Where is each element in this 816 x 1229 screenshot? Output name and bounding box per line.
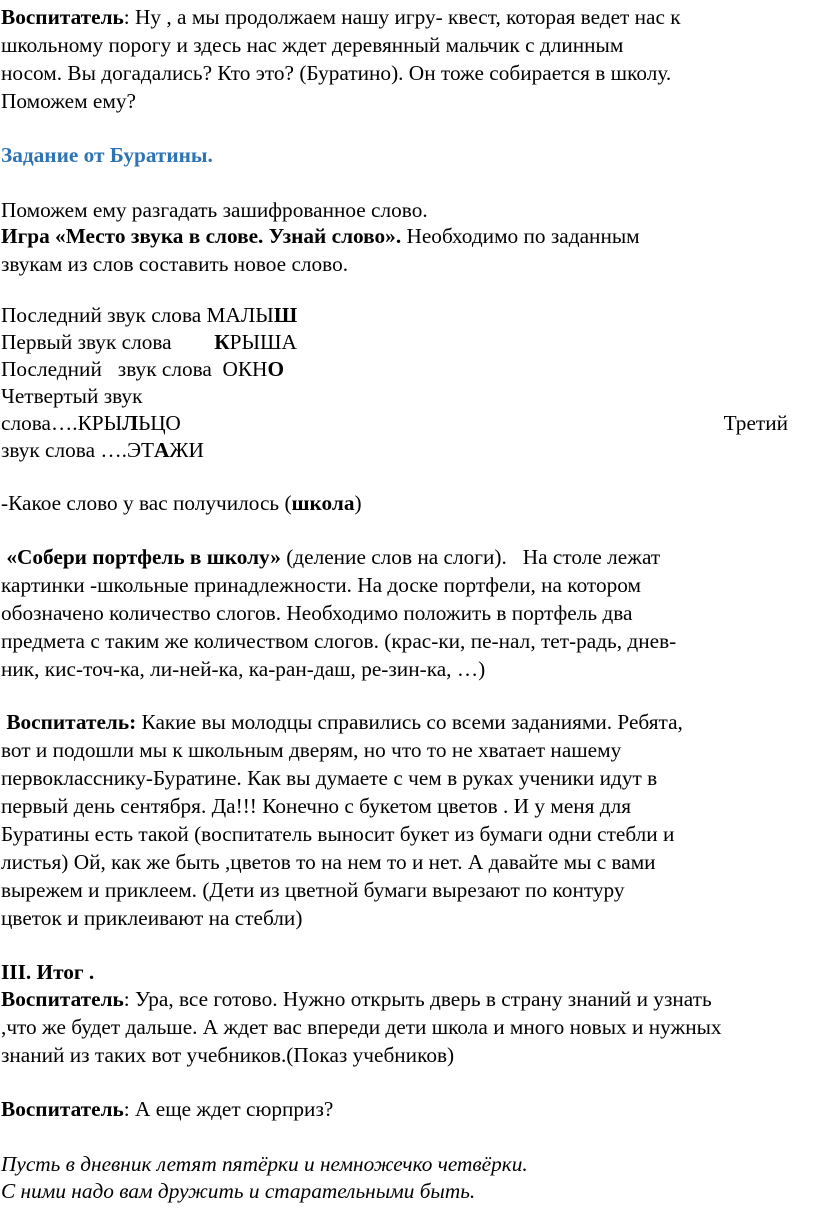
p1-line-2: школьному порогу и здесь нас ждет деревянный мальчик с длинным [1, 33, 624, 57]
clue-2-letter: К [214, 330, 230, 354]
p4-line-2: вот и подошли мы к школьным дверям, но что то не хватает нашему [1, 738, 622, 762]
p5-line-1 [1, 986, 712, 1012]
task-heading: Задание от Буратины. [1, 143, 213, 167]
p4-line-5: Буратины есть такой (воспитатель выносит букет из бумаги одни стебли и [1, 822, 675, 846]
clue-3-text: Последний звук слова ОКН [1, 357, 268, 381]
game-title: Игра «Место звука в слове. Узнай слово». [1, 224, 402, 248]
p1-line-1-text: : Ну , а мы продолжаем нашу игру- квест, которая ведет нас к [123, 5, 681, 29]
clue-4-letter: Л [122, 411, 139, 435]
p2-line-1: Поможем ему разгадать зашифрованное слово. [1, 198, 428, 222]
clue-1-letter: Ш [273, 303, 298, 327]
clue-1 [1, 302, 297, 328]
p5-line-2: ,что же будет дальше. А ждет вас впереди дети школа и много новых и нужных [1, 1015, 722, 1039]
p6-line [1, 1096, 333, 1122]
speaker-label: Воспитатель [1, 987, 124, 1011]
section-heading: III. Итог . [1, 960, 95, 984]
p3-line-5: ник, кис-точ-ка, ли-ней-ка, ка-ран-даш, ре-зин-ка, …) [1, 657, 486, 681]
clue-5 [1, 437, 204, 463]
clue-1-text: Последний звук слова МАЛЫ [1, 303, 274, 327]
p2-line-3: звукам из слов составить новое слово. [1, 252, 349, 276]
p3-line-4: предмета с таким же количеством слогов. (крас-ки, пе-нал, тет-радь, днев- [1, 629, 677, 653]
clue-4-line-2 [1, 410, 181, 436]
clue-4-text: слова….КРЫ [1, 411, 123, 435]
p4-line-8: цветок и приклеивают на стебли) [1, 906, 303, 930]
clue-5-letter: А [154, 438, 170, 462]
p1-line-3: носом. Вы догадались? Кто это? (Буратино). Он тоже собирается в школу. [1, 61, 672, 85]
clue-5-text: звук слова ….ЭТ [1, 438, 155, 462]
clue-3 [1, 356, 284, 382]
speaker-label: Воспитатель [1, 1097, 124, 1121]
p6-text: : А еще ждет сюрприз? [123, 1097, 334, 1121]
game-2-title: «Собери портфель в школу» [1, 545, 281, 569]
p4-line-6: листья) Ой, как же быть ,цветов то на нем то и нет. А давайте мы с вами [1, 850, 656, 874]
p4-line-3: первокласснику-Буратине. Как вы думаете с чем в руках ученики идут в [1, 766, 658, 790]
p5-line-3: знаний из таких вот учебников.(Показ учебников) [1, 1043, 455, 1067]
p4-line-1-text: Какие вы молодцы справились со всеми заданиями. Ребята, [136, 710, 683, 734]
poem-line-2: С ними надо вам дружить и старательными быть. [1, 1179, 476, 1203]
p1-line-1 [1, 4, 681, 30]
p3-line-1 [1, 544, 660, 570]
clue-2-text: Первый звук слова [1, 330, 215, 354]
speaker-label: Воспитатель [1, 5, 124, 29]
question-text: -Какое слово у вас получилось ( [1, 491, 292, 515]
clue-5-rest: ЖИ [169, 438, 204, 462]
speaker-label: Воспитатель: [1, 710, 137, 734]
p3-line-1-text: (деление слов на слоги). На столе лежат [280, 545, 661, 569]
p1-line-4: Поможем ему? [1, 89, 136, 113]
poem-line-1: Пусть в дневник летят пятёрки и немножечко четвёрки. [1, 1152, 528, 1176]
clue-3-letter: О [267, 357, 285, 381]
p4-line-4: первый день сентября. Да!!! Конечно с букетом цветов . И у меня для [1, 794, 632, 818]
p3-line-3: обозначено количество слогов. Необходимо положить в портфель два [1, 601, 633, 625]
p3-line-2: картинки -школьные принадлежности. На доске портфели, на котором [1, 573, 641, 597]
answer-word: школа [291, 491, 355, 515]
clue-2-rest: РЫША [229, 330, 297, 354]
p2-line-2 [1, 223, 640, 249]
question-close: ) [354, 491, 362, 515]
p4-line-1 [1, 709, 683, 735]
p2-line-2-text: Необходимо по заданным [401, 224, 640, 248]
question-line [1, 490, 362, 516]
p5-line-1-text: : Ура, все готово. Нужно открыть дверь в страну знаний и узнать [123, 987, 712, 1011]
clue-4-rest: ЬЦО [138, 411, 181, 435]
clue-5-right-word: Третий [723, 411, 788, 435]
p4-line-7: вырежем и приклеем. (Дети из цветной бумаги вырезают по контуру [1, 878, 625, 902]
clue-2 [1, 329, 297, 355]
clue-4-line-1: Четвертый звук [1, 384, 143, 408]
